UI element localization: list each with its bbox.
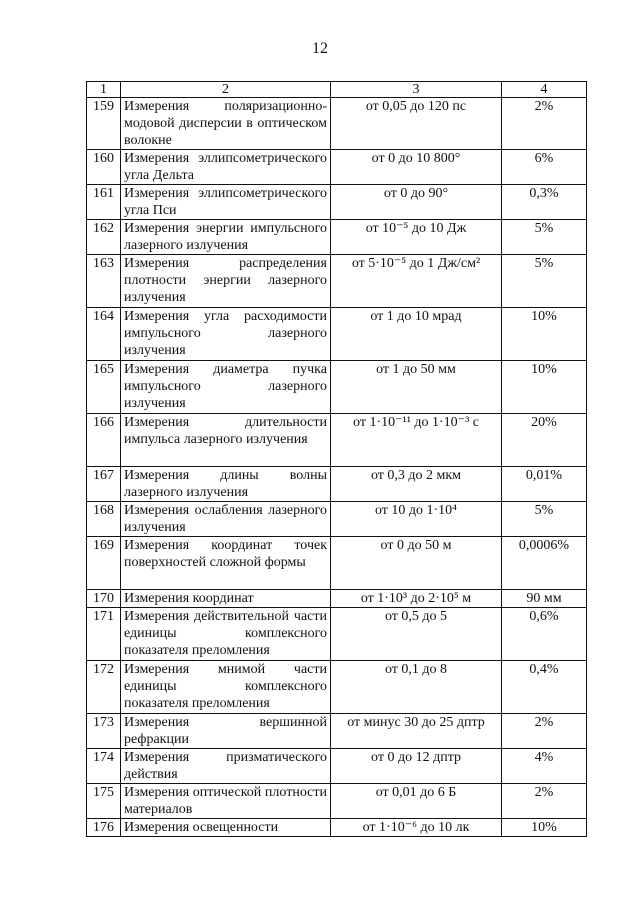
- table-row: [87, 784, 587, 819]
- measurement-name: Измерения эллипсометрического угла Дельта: [121, 150, 331, 185]
- row-number: 171: [87, 608, 121, 661]
- measurement-accuracy: 0,3%: [502, 185, 587, 220]
- measurement-range: от 10 до 1·10⁴: [331, 502, 502, 537]
- table-row: [87, 308, 587, 361]
- measurement-name: Измерения длины волны лазерного излучения: [121, 467, 331, 502]
- measurement-accuracy: 6%: [502, 150, 587, 185]
- measurement-name: Измерения координат точек поверхностей сложной формы: [121, 537, 331, 590]
- row-number: 168: [87, 502, 121, 537]
- table-row: [87, 361, 587, 414]
- row-number: 165: [87, 361, 121, 414]
- row-number: 176: [87, 819, 121, 837]
- measurement-accuracy: 2%: [502, 98, 587, 150]
- row-number: 161: [87, 185, 121, 220]
- measurement-range: от 0 до 12 дптр: [331, 749, 502, 784]
- measurement-name: Измерения вершинной рефракции: [121, 714, 331, 749]
- measurement-name: Измерения освещенности: [121, 819, 331, 837]
- measurement-range: от 1·10³ до 2·10⁵ м: [331, 590, 502, 608]
- measurement-range: от 0 до 50 м: [331, 537, 502, 590]
- table-row: [87, 590, 587, 608]
- measurement-name: Измерения действительной части единицы комплексного показателя преломления: [121, 608, 331, 661]
- measurement-range: от 5·10⁻⁵ до 1 Дж/см²: [331, 255, 502, 308]
- measurement-range: от 0,5 до 5: [331, 608, 502, 661]
- table-row: [87, 98, 587, 150]
- table-row: [87, 414, 587, 467]
- measurement-accuracy: 0,6%: [502, 608, 587, 661]
- row-number: 174: [87, 749, 121, 784]
- row-number: 159: [87, 98, 121, 150]
- measurement-name: Измерения длительности импульса лазерного излучения: [121, 414, 331, 467]
- measurement-accuracy: 5%: [502, 255, 587, 308]
- measurement-name: Измерения призматического действия: [121, 749, 331, 784]
- measurement-name: Измерения оптической плотности материалов: [121, 784, 331, 819]
- column-header: 2: [121, 82, 331, 98]
- measurement-accuracy: 4%: [502, 749, 587, 784]
- measurement-accuracy: 0,01%: [502, 467, 587, 502]
- measurement-accuracy: 20%: [502, 414, 587, 467]
- measurement-name: Измерения мнимой части единицы комплексного показателя преломления: [121, 661, 331, 714]
- table-row: [87, 714, 587, 749]
- measurement-range: от 0,1 до 8: [331, 661, 502, 714]
- table-row: [87, 749, 587, 784]
- row-number: 166: [87, 414, 121, 467]
- row-number: 167: [87, 467, 121, 502]
- measurement-name: Измерения энергии импульсного лазерного излучения: [121, 220, 331, 255]
- row-number: 163: [87, 255, 121, 308]
- measurement-accuracy: 5%: [502, 502, 587, 537]
- measurement-name: Измерения угла расходимости импульсного лазерного излучения: [121, 308, 331, 361]
- table-row: [87, 185, 587, 220]
- row-number: 173: [87, 714, 121, 749]
- row-number: 164: [87, 308, 121, 361]
- column-header: 3: [331, 82, 502, 98]
- measurement-name: Измерения координат: [121, 590, 331, 608]
- row-number: 175: [87, 784, 121, 819]
- measurement-range: от 1·10⁻¹¹ до 1·10⁻³ с: [331, 414, 502, 467]
- table-row: [87, 537, 587, 590]
- row-number: 169: [87, 537, 121, 590]
- measurement-accuracy: 10%: [502, 819, 587, 837]
- table-row: [87, 608, 587, 661]
- row-number: 160: [87, 150, 121, 185]
- measurement-range: от 1 до 10 мрад: [331, 308, 502, 361]
- measurement-range: от 0,05 до 120 пс: [331, 98, 502, 150]
- measurement-name: Измерения эллипсометрического угла Пси: [121, 185, 331, 220]
- measurement-accuracy: 10%: [502, 361, 587, 414]
- measurement-range: от 0,01 до 6 Б: [331, 784, 502, 819]
- measurement-accuracy: 0,0006%: [502, 537, 587, 590]
- measurement-range: от 0 до 10 800°: [331, 150, 502, 185]
- measurements-table: [86, 81, 587, 837]
- measurement-accuracy: 2%: [502, 784, 587, 819]
- table-header-row: [87, 82, 587, 98]
- table-row: [87, 255, 587, 308]
- table-row: [87, 661, 587, 714]
- measurement-accuracy: 2%: [502, 714, 587, 749]
- table-row: [87, 502, 587, 537]
- measurement-range: от 0 до 90°: [331, 185, 502, 220]
- measurement-accuracy: 0,4%: [502, 661, 587, 714]
- measurement-range: от минус 30 до 25 дптр: [331, 714, 502, 749]
- table-row: [87, 819, 587, 837]
- measurement-range: от 1 до 50 мм: [331, 361, 502, 414]
- measurement-name: Измерения ослабления лазерного излучения: [121, 502, 331, 537]
- measurement-accuracy: 90 мм: [502, 590, 587, 608]
- row-number: 172: [87, 661, 121, 714]
- column-header: 4: [502, 82, 587, 98]
- column-header: 1: [87, 82, 121, 98]
- measurement-name: Измерения распределения плотности энергии лазерного излучения: [121, 255, 331, 308]
- measurement-range: от 10⁻⁵ до 10 Дж: [331, 220, 502, 255]
- table-row: [87, 467, 587, 502]
- page-number: 12: [312, 40, 328, 57]
- measurement-accuracy: 5%: [502, 220, 587, 255]
- row-number: 162: [87, 220, 121, 255]
- measurement-range: от 1·10⁻⁶ до 10 лк: [331, 819, 502, 837]
- measurement-accuracy: 10%: [502, 308, 587, 361]
- measurement-range: от 0,3 до 2 мкм: [331, 467, 502, 502]
- row-number: 170: [87, 590, 121, 608]
- table-row: [87, 220, 587, 255]
- table-row: [87, 150, 587, 185]
- measurement-name: Измерения поляризационно-модовой дисперсии в оптическом волокне: [121, 98, 331, 150]
- measurement-name: Измерения диаметра пучка импульсного лазерного излучения: [121, 361, 331, 414]
